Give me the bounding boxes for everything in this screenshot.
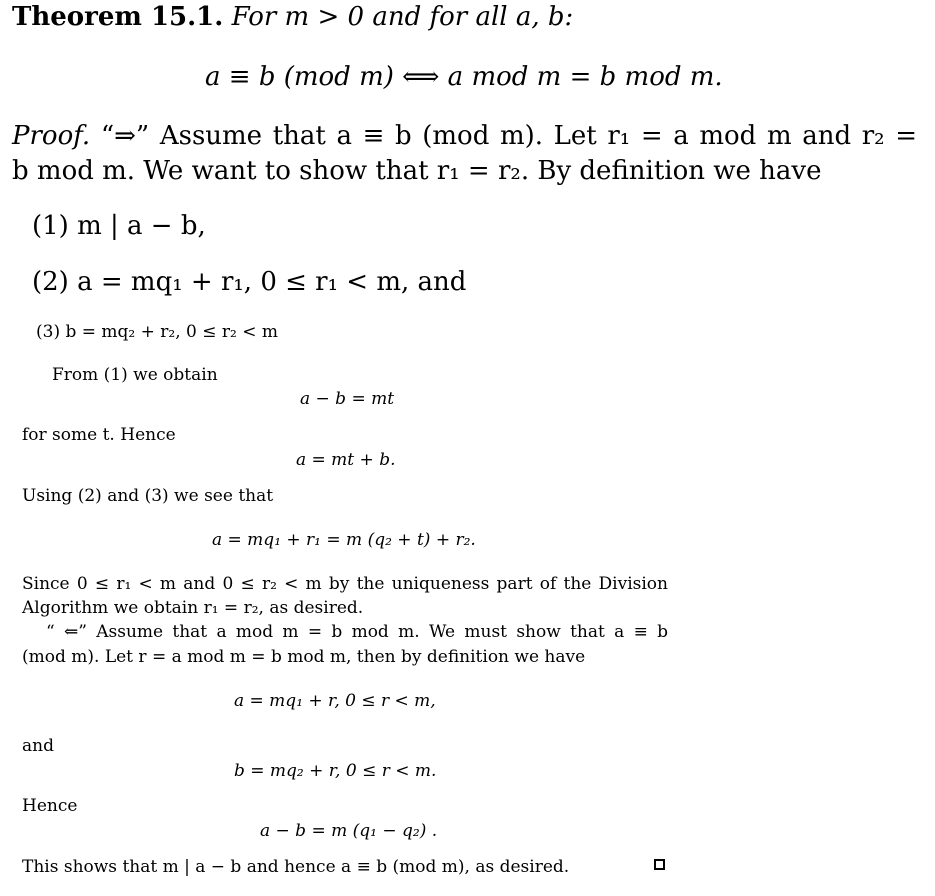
equation-1: a − b = mt — [300, 389, 395, 409]
theorem-display-equation: a ≡ b (mod m) ⟺ a mod m = b mod m. — [205, 62, 723, 92]
qed-square-icon — [654, 859, 665, 870]
proof-since-line-1: Since 0 ≤ r₁ < m and 0 ≤ r₂ < m by the uniqueness part of the Division — [22, 574, 668, 594]
proof-some-t: for some t. Hence — [22, 425, 176, 445]
proof-hence: Hence — [22, 796, 78, 816]
proof-final: This shows that m | a − b and hence a ≡ b (mod m), as desired. — [22, 857, 570, 877]
equation-6: a − b = m (q₁ − q₂) . — [260, 821, 438, 841]
proof-intro-line-2: b mod m. We want to show that r₁ = r₂. By definition we have — [12, 156, 822, 186]
equation-5: b = mq₂ + r, 0 ≤ r < m. — [234, 761, 437, 781]
proof-converse-line-2: (mod m). Let r = a mod m = b mod m, then by definition we have — [22, 647, 586, 667]
proof-since-line-2: Algorithm we obtain r₁ = r₂, as desired. — [22, 598, 364, 618]
equation-4: a = mq₁ + r, 0 ≤ r < m, — [234, 691, 436, 711]
proof-item-3: (3) b = mq₂ + r₂, 0 ≤ r₂ < m — [36, 322, 279, 342]
proof-item-2: (2) a = mq₁ + r₁, 0 ≤ r₁ < m, and — [32, 267, 467, 297]
proof-from-1: From (1) we obtain — [52, 365, 218, 385]
theorem-line — [12, 2, 573, 32]
proof-converse-line-1: “ ⇐” Assume that a mod m = b mod m. We must show that a ≡ b — [46, 622, 668, 642]
proof-using: Using (2) and (3) we see that — [22, 486, 274, 506]
theorem-statement: For m > 0 and for all a, b: — [231, 2, 574, 32]
proof-intro-line-1 — [12, 121, 917, 151]
proof-label: Proof. — [12, 121, 91, 151]
proof-item-1: (1) m | a − b, — [32, 211, 206, 241]
equation-3: a = mq₁ + r₁ = m (q₂ + t) + r₂. — [212, 530, 476, 550]
equation-2: a = mt + b. — [296, 450, 396, 470]
theorem-label: Theorem 15.1. — [12, 2, 224, 32]
proof-and: and — [22, 736, 54, 756]
proof-intro-text-1: “⇒” Assume that a ≡ b (mod m). Let r₁ = a mod m and r₂ = — [100, 121, 917, 151]
